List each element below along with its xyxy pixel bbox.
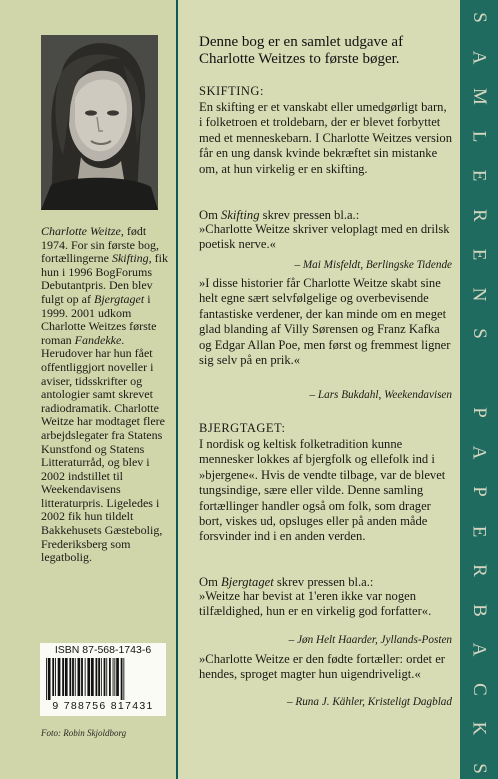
press-pre: Om (199, 575, 222, 589)
author-photo (41, 35, 158, 210)
barcode-bar (91, 658, 94, 696)
spine-letter: C (468, 682, 490, 696)
spine-letter: A (468, 50, 490, 64)
barcode-bar (87, 658, 90, 696)
skifting-attribution-2: – Lars Bukdahl, Weekendavisen (309, 389, 452, 401)
press-pre: Om (199, 208, 222, 222)
barcode-bar (75, 658, 76, 696)
barcode-bar (104, 658, 106, 696)
spine-letter: K (468, 721, 490, 736)
skifting-description: En skifting er et vanskabt eller umedgørligt barn, i folketroen et troldebarn, der er blevet forbyttet med et menneskebarn. I Charlotte Weitzes version får en ung dansk kvinde bekræftet sin mistanke om, at hun virkelig er en skifting. (199, 100, 452, 176)
bio-title-fandekke: Fandekke (74, 332, 122, 347)
bio-title-bjergtaget: Bjergtaget (94, 291, 145, 306)
bjergtaget-attribution-1: – Jøn Helt Haarder, Jyllands-Posten (288, 634, 452, 646)
bjergtaget-description: I nordisk og keltisk folketradition kunne mennesker lokkes af bjergfolk og ellefolk ind i »bjergene«. Hvis de vendte tilbage, var de blevet tungsindige, sære eller vilde. Denne samling fortællinger handler også om folk, som drager bort, viskes ud, opsluges eller på anden måde forsvinder ind i en anden verden. (199, 437, 446, 544)
section-heading-bjergtaget: BJERGTAGET: (199, 421, 286, 435)
spine-letter: R (468, 208, 490, 222)
press-post: skrev pressen bl.a.: (259, 208, 360, 222)
barcode-bar (46, 658, 47, 700)
bjergtaget-quote-2: »Charlotte Weitze er den fødte fortæller: ordet er hendes, sproget magter hun uigendriveligt.« (199, 652, 445, 682)
barcode-bars (44, 658, 162, 700)
spine-letter: E (468, 169, 490, 182)
barcode-bar (52, 658, 54, 696)
skifting-attribution-1: – Mai Misfeldt, Berlingske Tidende (294, 259, 452, 271)
barcode-bar (65, 658, 68, 696)
spine-letter: A (468, 642, 490, 657)
skifting-quote-1: »Charlotte Weitze skriver veloplagt med en drilsk poetisk nerve.« (199, 222, 450, 252)
bio-text-2: , fik hun i 1996 BogForums Debutantpris. Den blev fulgt op af (41, 251, 168, 306)
barcode-bar (69, 658, 71, 696)
spine-letter: S (468, 12, 490, 23)
spine-letter: P (468, 407, 490, 418)
spine-letter: A (468, 445, 490, 460)
bio-text-1: , født 1974. For sin første bog, fortællingerne (41, 224, 159, 266)
ean-digits: 9 788756 817431 (52, 700, 154, 712)
press-title: Bjergtaget (221, 575, 274, 589)
spine-letter: E (468, 248, 490, 261)
bio-text-4: . Herudover har hun fået offentliggjort noveller i aviser, tidsskrifter og antologier samt skrevet radiodramatik. Charlotte Weitze har modtaget flere arbejdslegater fra Statens Kunstfond og Statens Litteraturråd, og blev i 2002 indstillet til Weekendavisens litteraturpris. Ligeledes i 2002 fik hun tildelt Bakkehusets Gæstebolig, Frederiksberg som legatbolig. (41, 332, 165, 565)
author-name: Charlotte Weitze (41, 224, 121, 238)
barcode-bar (114, 658, 115, 696)
barcode-bar (78, 658, 81, 696)
section-heading-skifting: SKIFTING: (199, 84, 264, 98)
left-column (0, 0, 176, 779)
author-bio (41, 225, 171, 565)
author-portrait-image (41, 35, 158, 210)
spine-letter: N (468, 287, 490, 301)
barcode-bar (81, 658, 83, 696)
bio-text-3: i 1999. 2001 udkom Charlotte Weitzes første roman (41, 291, 157, 347)
press-post: skrev pressen bl.a.: (273, 575, 374, 589)
barcode-bar (98, 658, 100, 696)
barcode-bar (123, 658, 124, 700)
spine-letter: P (468, 486, 490, 497)
spine-letter: R (468, 564, 490, 578)
barcode-bar (101, 658, 102, 696)
barcode-bar (113, 658, 114, 696)
bjergtaget-attribution-2: – Runa J. Kähler, Kristeligt Dagblad (286, 696, 452, 708)
barcode-bar (109, 658, 111, 696)
spine-letter: S (468, 763, 490, 774)
barcode-bar (55, 658, 56, 696)
isbn-label: ISBN 87-568-1743-6 (54, 644, 152, 656)
skifting-quote-2: »I disse historier får Charlotte Weitze skabt sine helt egne sært selvfølgelige og overbevisende fantastiske verdener, der kan minde om en meget glad blanding af Villy Sørensen og Franz Kafka og Edgar Allan Poe, men først og fremmest ligner sig selv på en prik.« (199, 276, 451, 368)
spine-letter: S (468, 328, 490, 339)
series-name-vertical (460, 8, 498, 778)
press-title: Skifting (221, 208, 260, 222)
spine-band (460, 0, 498, 779)
bio-title-skifting: Skifting (111, 251, 149, 266)
barcode-bar (85, 658, 86, 696)
isbn-barcode (40, 643, 166, 716)
photo-credit: Foto: Robin Skjoldborg (41, 728, 127, 738)
spine-letter: L (468, 130, 490, 142)
barcode-bar (48, 658, 51, 700)
barcode-bar (58, 658, 61, 696)
barcode-bar (96, 658, 98, 696)
barcode-bar (106, 658, 107, 696)
bjergtaget-quote-1: »Weitze har bevist at 1'eren ikke var nogen tilfældighed, hun er en virkelig god forfatter«. (199, 589, 432, 619)
barcode-bar (62, 658, 64, 696)
intro-text: Denne bog er en samlet udgave af Charlotte Weitzes to første bøger. (199, 34, 404, 67)
barcode-bar (116, 658, 119, 696)
spine-letter: E (468, 525, 490, 538)
barcode-bar (121, 658, 123, 700)
spine-letter: M (468, 88, 490, 105)
spine-letter: B (468, 603, 490, 617)
barcode-bar (72, 658, 74, 696)
